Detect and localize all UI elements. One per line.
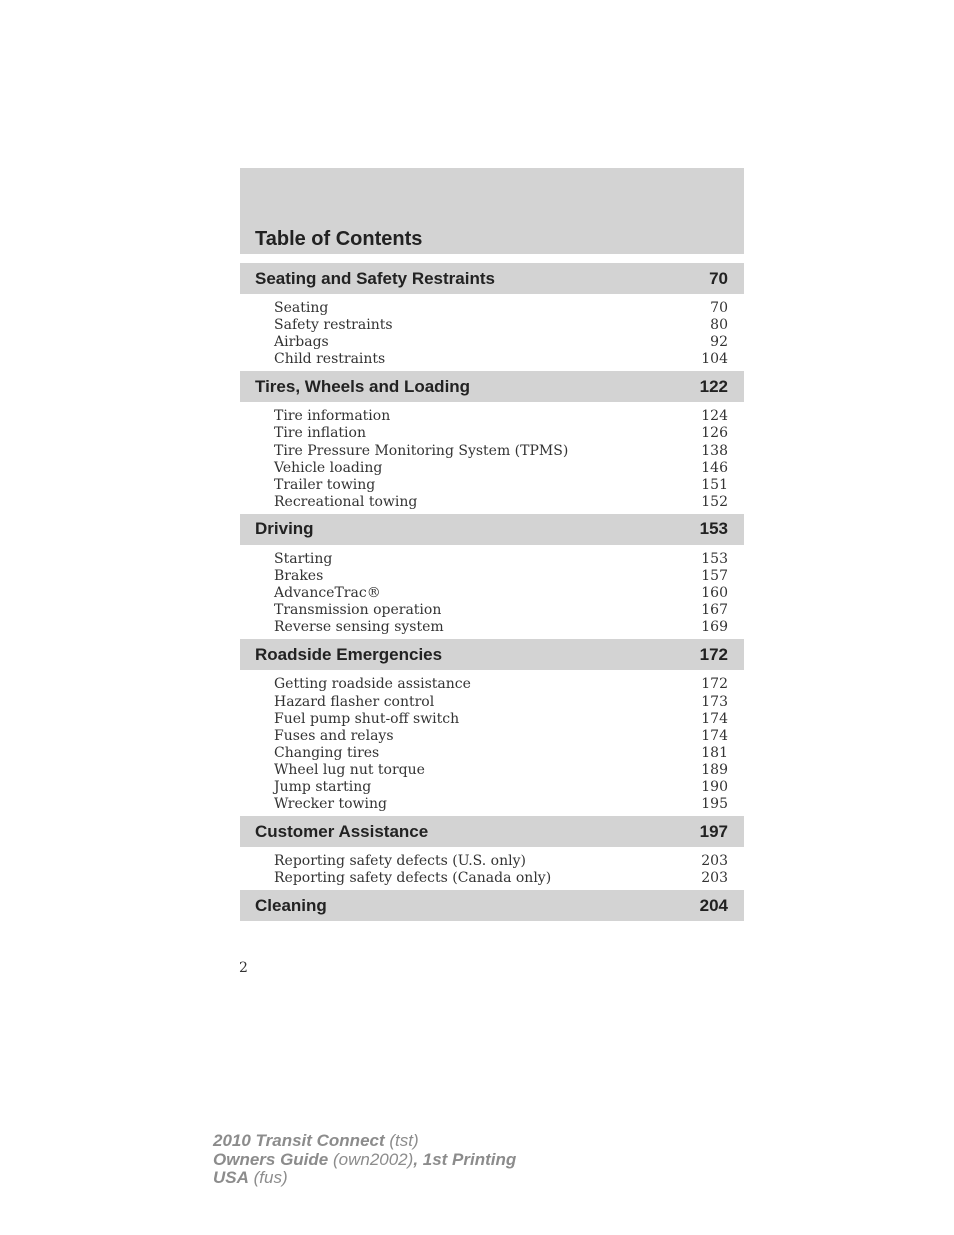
- toc-header-band: [240, 168, 744, 254]
- item-page: 104: [701, 351, 728, 368]
- item-page: 151: [701, 476, 728, 493]
- list-item[interactable]: [274, 443, 728, 460]
- item-page: 153: [701, 550, 728, 567]
- list-item[interactable]: [274, 351, 728, 368]
- toc-section-header[interactable]: [240, 816, 744, 847]
- item-page: 174: [701, 710, 728, 727]
- list-item[interactable]: [274, 728, 728, 745]
- item-page: 138: [701, 442, 728, 459]
- toc-section-header[interactable]: [240, 639, 744, 670]
- item-page: 70: [710, 300, 728, 316]
- item-label: Transmission operation: [274, 602, 442, 619]
- item-label: Fuel pump shut-off switch: [274, 710, 460, 727]
- section-title: Cleaning: [255, 895, 327, 915]
- list-item[interactable]: [274, 551, 728, 568]
- list-item[interactable]: [274, 676, 728, 693]
- list-item[interactable]: [274, 602, 728, 619]
- list-item[interactable]: [274, 300, 728, 317]
- item-page: 169: [701, 619, 728, 636]
- list-item[interactable]: [274, 334, 728, 351]
- item-label: Reverse sensing system: [274, 619, 444, 636]
- list-item[interactable]: [274, 619, 728, 636]
- section-title: Driving: [255, 519, 314, 539]
- item-label: Getting roadside assistance: [274, 676, 471, 693]
- list-item[interactable]: [274, 853, 728, 870]
- toc-item-list: [240, 545, 744, 639]
- item-page: 195: [701, 796, 728, 813]
- section-page: 70: [709, 268, 728, 288]
- item-label: Trailer towing: [274, 476, 376, 493]
- list-item[interactable]: [274, 408, 728, 425]
- toc-section-header[interactable]: [240, 514, 744, 545]
- footer-line-1: 2010 Transit Connect (tst): [213, 1131, 419, 1150]
- section-title: Customer Assistance: [255, 821, 429, 841]
- item-page: 203: [701, 870, 728, 887]
- page-title: Table of Contents: [255, 228, 423, 250]
- list-item[interactable]: [274, 796, 728, 813]
- item-label: Reporting safety defects (Canada only): [274, 870, 552, 887]
- footer-line-3: USA (fus): [213, 1168, 288, 1187]
- toc-section-header[interactable]: [240, 371, 744, 402]
- item-label: AdvanceTrac®: [274, 585, 381, 602]
- item-page: 174: [701, 727, 728, 744]
- item-page: 92: [710, 334, 728, 351]
- item-label: Wheel lug nut torque: [274, 761, 425, 778]
- toc-item-list: [240, 670, 744, 816]
- list-item[interactable]: [274, 585, 728, 602]
- item-label: Seating: [274, 300, 329, 316]
- list-item[interactable]: [274, 762, 728, 779]
- item-label: Tire inflation: [274, 425, 366, 442]
- item-page: 203: [701, 853, 728, 870]
- toc-list: [240, 263, 744, 921]
- list-item[interactable]: [274, 317, 728, 334]
- item-page: 189: [701, 761, 728, 778]
- item-page: 80: [710, 317, 728, 334]
- list-item[interactable]: [274, 694, 728, 711]
- item-label: Reporting safety defects (U.S. only): [274, 853, 526, 870]
- item-page: 157: [701, 568, 728, 585]
- item-label: Tire information: [274, 408, 391, 425]
- item-page: 173: [701, 693, 728, 710]
- item-page: 160: [701, 585, 728, 602]
- list-item[interactable]: [274, 711, 728, 728]
- list-item[interactable]: [274, 779, 728, 796]
- toc-item-list: [240, 847, 744, 890]
- item-label: Brakes: [274, 568, 324, 585]
- list-item[interactable]: [274, 745, 728, 762]
- section-title: Seating and Safety Restraints: [255, 268, 495, 288]
- section-title: Tires, Wheels and Loading: [255, 376, 471, 396]
- item-page: 190: [701, 778, 728, 795]
- list-item[interactable]: [274, 494, 728, 511]
- toc-section-header[interactable]: [240, 263, 744, 294]
- section-page: 122: [699, 376, 728, 396]
- toc-item-list: [240, 402, 744, 514]
- footer: [213, 1132, 516, 1188]
- footer-line-2: Owners Guide (own2002), 1st Printing: [213, 1149, 517, 1169]
- section-page: 172: [699, 644, 728, 664]
- page-number: 2: [239, 960, 248, 976]
- item-page: 181: [701, 744, 728, 761]
- item-label: Wrecker towing: [274, 796, 387, 813]
- section-title: Roadside Emergencies: [255, 644, 443, 664]
- item-label: Recreational towing: [274, 493, 418, 510]
- item-label: Fuses and relays: [274, 727, 394, 744]
- item-page: 152: [701, 493, 728, 510]
- item-label: Starting: [274, 550, 333, 567]
- item-label: Changing tires: [274, 744, 380, 761]
- list-item[interactable]: [274, 425, 728, 442]
- item-label: Tire Pressure Monitoring System (TPMS): [274, 442, 569, 459]
- item-page: 146: [701, 459, 728, 476]
- list-item[interactable]: [274, 568, 728, 585]
- item-page: 124: [701, 408, 728, 425]
- section-page: 204: [699, 895, 728, 915]
- list-item[interactable]: [274, 870, 728, 887]
- toc-section-header[interactable]: [240, 890, 744, 921]
- section-page: 153: [699, 519, 728, 539]
- item-label: Airbags: [274, 334, 329, 351]
- item-label: Hazard flasher control: [274, 693, 435, 710]
- item-label: Vehicle loading: [274, 459, 383, 476]
- section-page: 197: [699, 821, 728, 841]
- item-label: Jump starting: [274, 778, 372, 795]
- item-page: 172: [701, 676, 728, 693]
- item-label: Child restraints: [274, 351, 386, 368]
- item-page: 167: [701, 602, 728, 619]
- toc-item-list: [240, 294, 744, 371]
- item-page: 126: [701, 425, 728, 442]
- list-item[interactable]: [274, 477, 728, 494]
- list-item[interactable]: [274, 460, 728, 477]
- item-label: Safety restraints: [274, 317, 393, 334]
